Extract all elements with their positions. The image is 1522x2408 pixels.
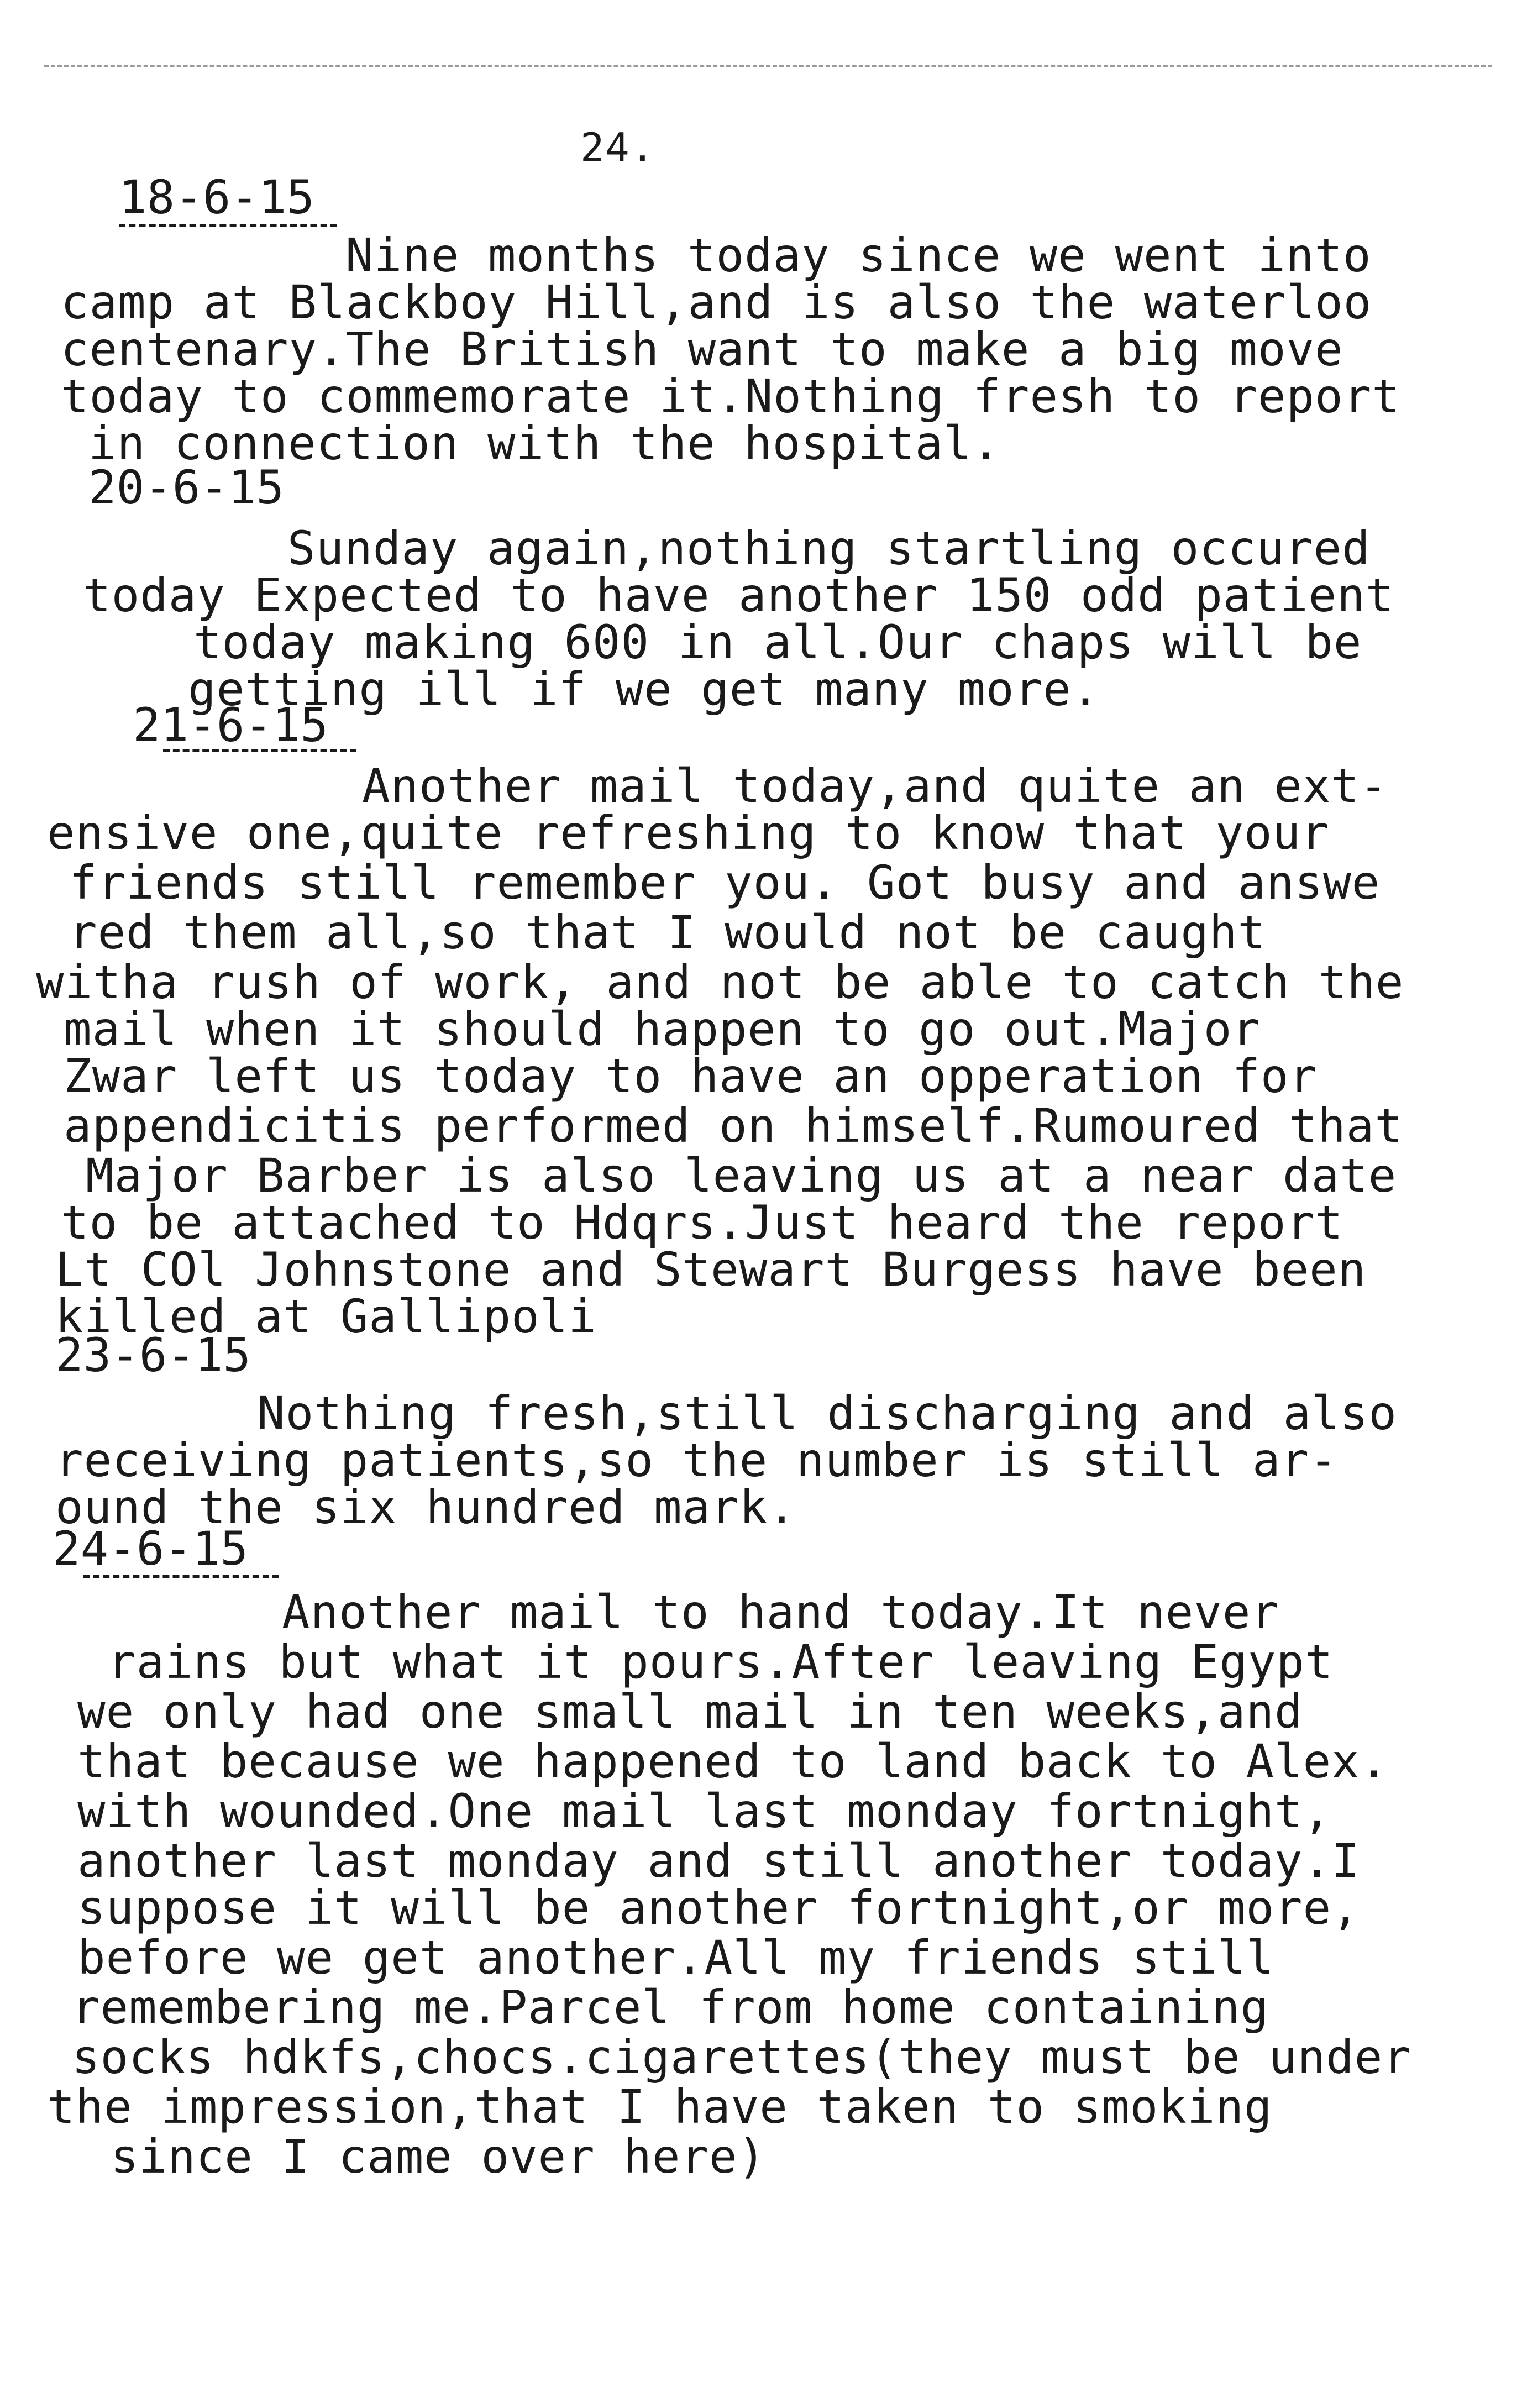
entry-line: ensive one,quite refreshing to know that your xyxy=(47,806,1330,860)
entry-line: we only had one small mail in ten weeks,and xyxy=(77,1685,1303,1739)
entry-line: witha rush of work, and not be able to catch the xyxy=(36,955,1404,1009)
entry-line: to be attached to Hdqrs.Just heard the report xyxy=(61,1195,1343,1250)
date-underline xyxy=(83,1575,279,1578)
entry-line: remembering me.Parcel from home containing xyxy=(72,1980,1269,2034)
entry-line: Nothing fresh,still discharging and also xyxy=(257,1386,1397,1440)
entry-line: before we get another.All my friends still xyxy=(77,1930,1275,1985)
entry-line: Another mail today,and quite an ext- xyxy=(362,759,1388,813)
entry-date: 24-6-15 xyxy=(53,1522,249,1576)
entry-line: today making 600 in all.Our chaps will be xyxy=(193,615,1362,669)
entry-line: today Expected to have another 150 odd patient xyxy=(83,568,1394,622)
entry-line: red them all,so that I would not be caught xyxy=(69,905,1267,959)
entry-date: 23-6-15 xyxy=(55,1328,251,1382)
entry-line: the impression,that I have taken to smoking xyxy=(47,2080,1273,2134)
entry-line: Lt COl Johnstone and Stewart Burgess have been xyxy=(55,1242,1367,1297)
entry-line: Another mail to hand today.It never xyxy=(282,1585,1280,1639)
entry-line: killed at Gallipoli xyxy=(55,1289,597,1344)
entry-line: today to commemorate it.Nothing fresh to report xyxy=(61,369,1400,423)
date-underline xyxy=(119,224,337,227)
entry-date: 18-6-15 xyxy=(119,170,315,224)
page-number: 24. xyxy=(580,124,656,171)
entry-line: that because we happened to land back to Alex. xyxy=(77,1734,1389,1788)
entry-line: mail when it should happen to go out.Major xyxy=(64,1002,1261,1056)
entry-line: centenary.The British want to make a big move xyxy=(61,322,1343,376)
entry-line: another last monday and still another today.I xyxy=(77,1834,1360,1888)
entry-line: getting ill if we get many more. xyxy=(188,662,1100,716)
entry-line: friends still remember you. Got busy and answe xyxy=(69,856,1381,910)
entry-line: receiving patients,so the number is still ar- xyxy=(55,1433,1338,1487)
entry-line: suppose it will be another fortnight,or more, xyxy=(77,1881,1360,1935)
entry-line: rains but what it pours.After leaving Egypt xyxy=(108,1635,1334,1689)
entry-line: Zwar left us today to have an opperation for xyxy=(64,1049,1318,1103)
top-edge-rule xyxy=(44,65,1492,67)
entry-line: socks hdkfs,chocs.cigarettes(they must be under xyxy=(72,2030,1411,2084)
date-underline xyxy=(163,749,356,752)
entry-line: since I came over here) xyxy=(111,2129,767,2184)
entry-date: 21-6-15 xyxy=(133,698,329,752)
entry-line: appendicitis performed on himself.Rumoured that xyxy=(64,1099,1403,1153)
entry-line: ound the six hundred mark. xyxy=(55,1480,796,1534)
entry-date: 20-6-15 xyxy=(88,460,285,515)
entry-line: Major Barber is also leaving us at a near date xyxy=(86,1148,1397,1203)
entry-line: Nine months today since we went into xyxy=(345,228,1372,282)
entry-line: with wounded.One mail last monday fortnight, xyxy=(77,1784,1332,1838)
entry-line: camp at Blackboy Hill,and is also the waterloo xyxy=(61,275,1372,329)
entry-line: in connection with the hospital. xyxy=(88,416,1001,470)
entry-line: Sunday again,nothing startling occured xyxy=(287,521,1371,575)
